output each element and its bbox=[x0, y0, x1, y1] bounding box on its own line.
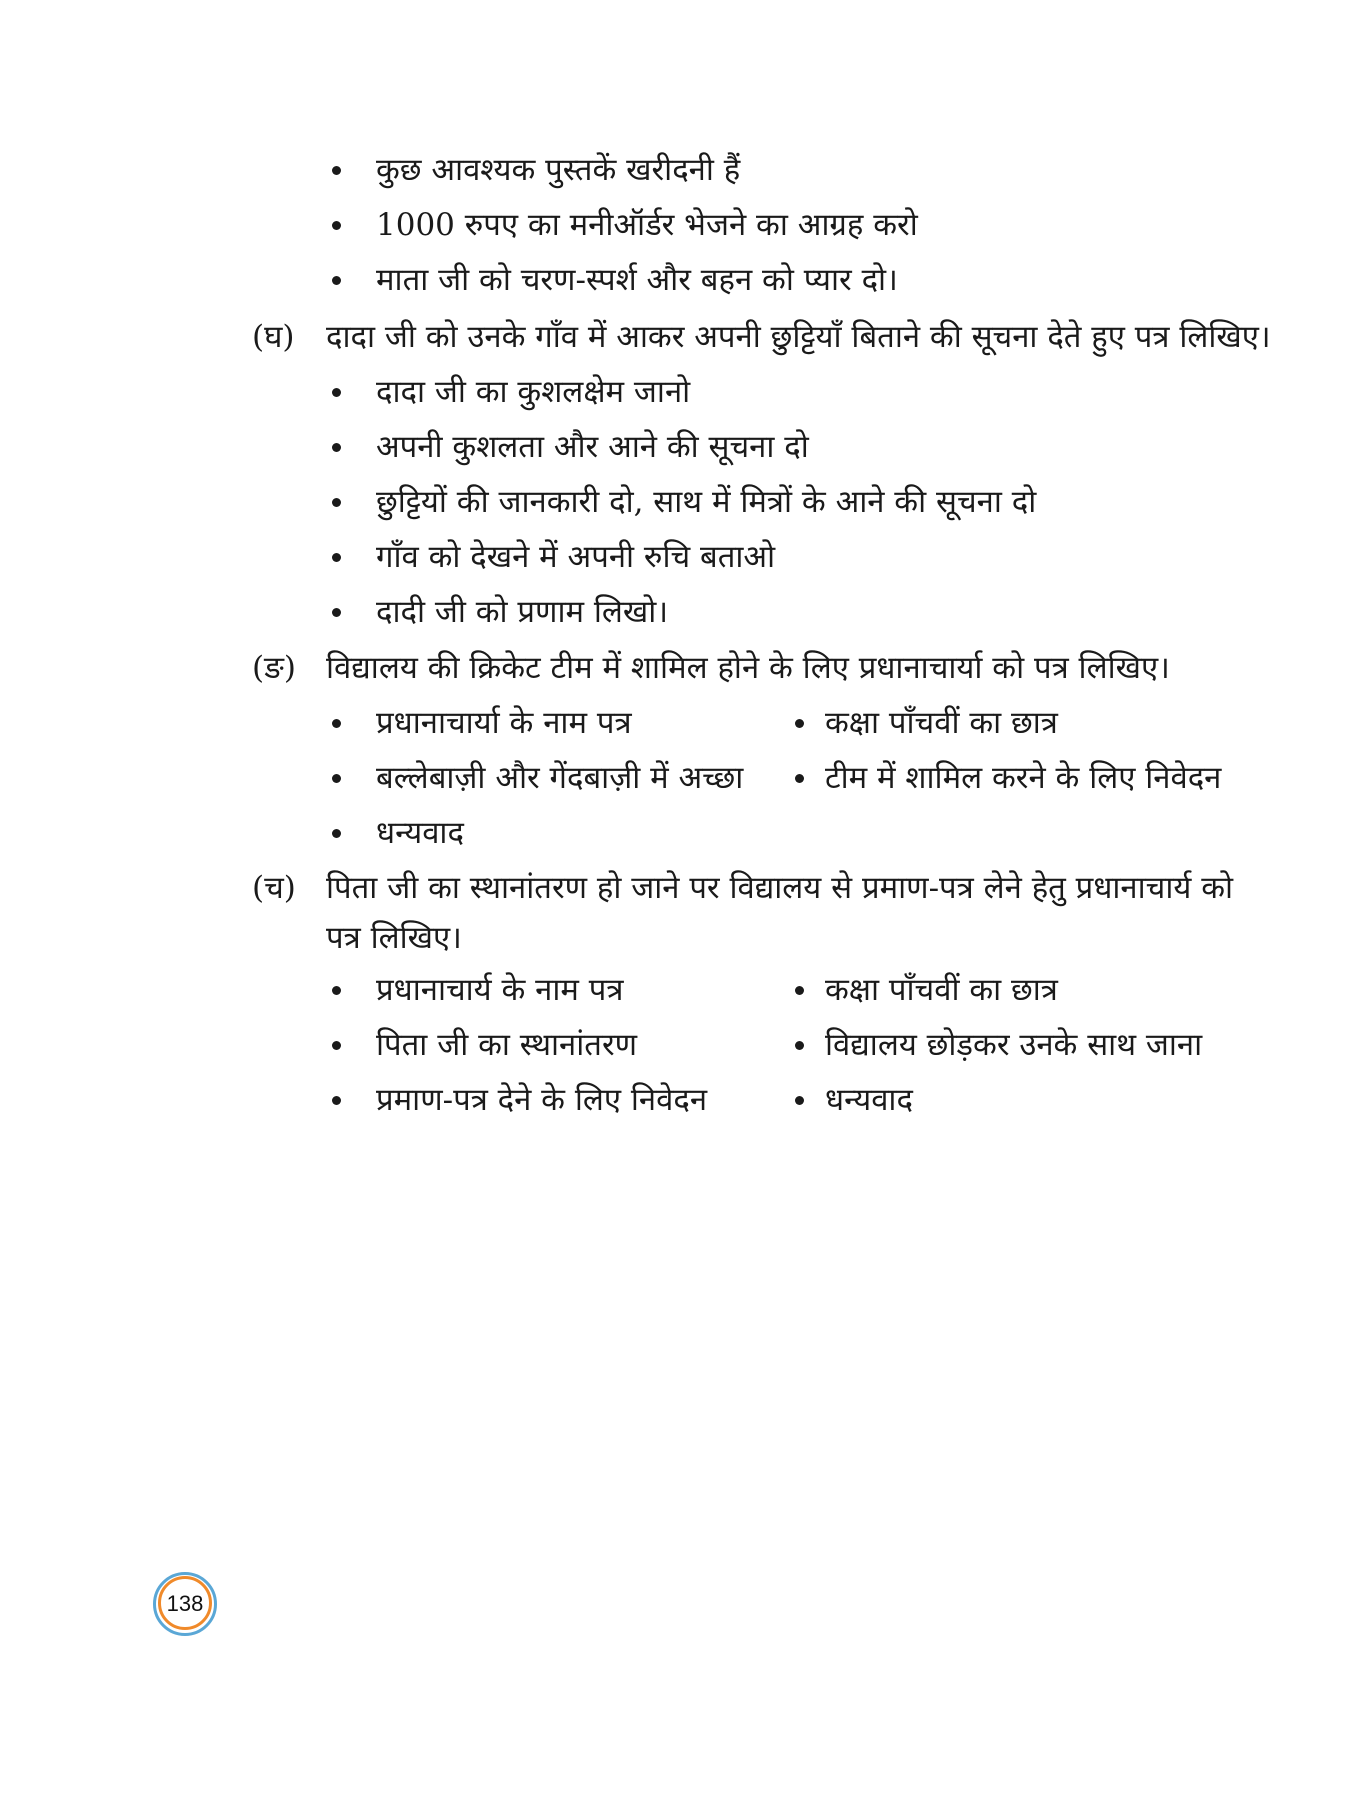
bullet-icon bbox=[332, 553, 341, 562]
bullet-icon bbox=[795, 986, 804, 995]
bullet-icon bbox=[332, 608, 341, 617]
question-text: विद्यालय की क्रिकेट टीम में शामिल होने के लिए प्रधानाचार्या को पत्र लिखिए। bbox=[326, 650, 1170, 686]
bullet-icon bbox=[795, 1041, 804, 1050]
bullet-icon bbox=[332, 719, 341, 728]
question-marker: (ङ) bbox=[252, 650, 296, 686]
question-text-continued: पत्र लिखिए। bbox=[326, 920, 462, 956]
bullet-icon bbox=[795, 774, 804, 783]
bullet-icon bbox=[332, 276, 341, 285]
bullet-icon bbox=[332, 986, 341, 995]
bullet-icon bbox=[332, 388, 341, 397]
bullet-icon bbox=[795, 1096, 804, 1105]
bullet-icon bbox=[332, 829, 341, 838]
textbook-page: कुछ आवश्यक पुस्तकें खरीदनी हैं 1000 रुपए का मनीऑर्डर भेजने का आग्रह करो माता जी को चरण-स्पर्श और बहन को प्यार दो। (घ) दादा जी को उनके गाँव में आकर अपनी छुट्टियाँ बिताने की सूचना देते हुए पत्र लिखिए। दादा जी का कुशलक्षेम जानो अपनी कुशलता और आने की सूचना दो छुट्टियों की जानकारी दो, साथ में मित्रों के आने की सूचना दो गाँव को देखने में अपनी रुचि बताओ दादी जी को प्रणाम लिखो। (ङ) विद्यालय की क्रिकेट टीम में शामिल होने के लिए प्रधानाचार्या को पत्र लिखिए। प्रधानाचार्या के नाम पत्र कक्षा पाँचवीं का छात्र बल्लेबाज़ी और गेंदबाज़ी में अच्छा टीम में शामिल करने के लिए निवेदन धन्यवाद (च) पिता जी का स्थानांतरण हो जाने पर विद्यालय से प्रमाण-पत्र लेने हेतु प्रधानाचार्य को पत्र लिखिए। प्रधानाचार्य के नाम पत्र कक्षा पाँचवीं का छात्र पिता जी का स्थानांतरण विद्यालय छोड़कर उनके साथ जाना प्रमाण-पत्र देने के लिए निवेदन धन्यवाद 138 bbox=[0, 0, 1363, 1800]
bullet-icon bbox=[332, 221, 341, 230]
question-marker: (च) bbox=[252, 870, 296, 906]
bullet-icon bbox=[332, 443, 341, 452]
question-text: पिता जी का स्थानांतरण हो जाने पर विद्यालय से प्रमाण-पत्र लेने हेतु प्रधानाचार्य को bbox=[326, 870, 1234, 906]
bullet-icon bbox=[332, 498, 341, 507]
bullet-icon bbox=[332, 1096, 341, 1105]
bullet-icon bbox=[795, 719, 804, 728]
question-marker: (घ) bbox=[252, 319, 295, 355]
bullet-icon bbox=[332, 1041, 341, 1050]
page-number: 138 bbox=[166, 1591, 204, 1616]
page-number-badge bbox=[153, 1572, 217, 1636]
bullet-icon bbox=[332, 166, 341, 175]
question-text: दादा जी को उनके गाँव में आकर अपनी छुट्टियाँ बिताने की सूचना देते हुए पत्र लिखिए। bbox=[326, 319, 1271, 355]
bullet-icon bbox=[332, 774, 341, 783]
